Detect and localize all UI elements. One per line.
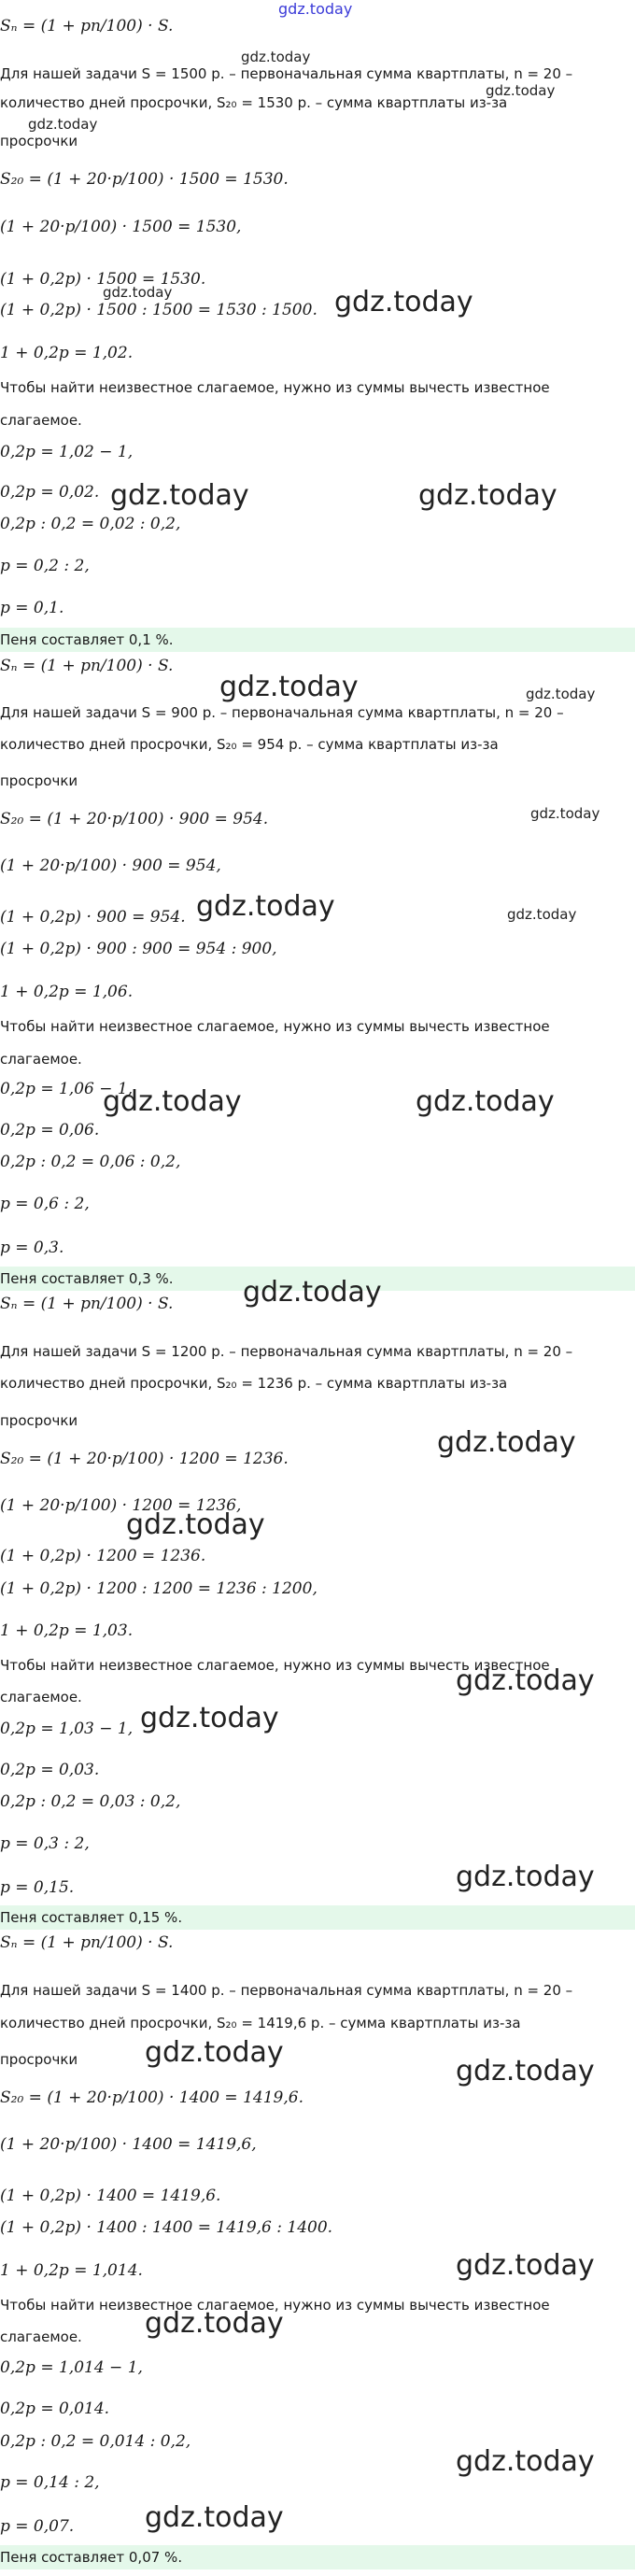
- rule-text: Чтобы найти неизвестное слагаемое, нужно из суммы вычесть известное: [0, 1657, 550, 1674]
- answer: Пеня составляет 0,3 %.: [0, 1267, 635, 1291]
- equation: 1 + 0,2p = 1,014.: [0, 2261, 143, 2280]
- equation: 0,2p = 0,02.: [0, 483, 100, 502]
- given-text: Для нашей задачи S = 1500 р. – первоначальная сумма квартплаты, n = 20 –: [0, 65, 573, 82]
- equation: 0,2p = 1,02 − 1,: [0, 443, 134, 461]
- given-text: количество дней просрочки, S₂₀ = 1530 р. – сумма квартплаты из-за: [0, 94, 508, 111]
- watermark: gdz.today: [416, 1085, 555, 1118]
- given-text: просрочки: [0, 133, 78, 149]
- answer: Пеня составляет 0,07 %.: [0, 2545, 635, 2569]
- answer: Пеня составляет 0,1 %.: [0, 628, 635, 652]
- equation: 0,2p = 0,03.: [0, 1761, 100, 1779]
- equation: (1 + 0,2p) · 1200 : 1200 = 1236 : 1200,: [0, 1579, 318, 1598]
- watermark: gdz.today: [140, 1702, 279, 1734]
- rule-text: слагаемое.: [0, 2328, 82, 2345]
- watermark: gdz.today: [241, 49, 311, 65]
- equation: (1 + 20·p/100) · 1500 = 1530,: [0, 218, 242, 236]
- rule-text: слагаемое.: [0, 1689, 82, 1706]
- equation: 1 + 0,2p = 1,06.: [0, 983, 134, 1001]
- equation: 0,2p = 0,06.: [0, 1121, 100, 1139]
- given-text: Для нашей задачи S = 1400 р. – первоначальная сумма квартплаты, n = 20 –: [0, 1982, 573, 1999]
- watermark: gdz.today: [418, 479, 557, 512]
- watermark: gdz.today: [530, 805, 600, 822]
- equation: 0,2p = 1,06 − 1,: [0, 1080, 134, 1098]
- given-text: количество дней просрочки, S₂₀ = 954 р. – сумма квартплаты из-за: [0, 736, 499, 753]
- formula: Sₙ = (1 + pn/100) · S.: [0, 1933, 174, 1952]
- equation: 0,2p : 0,2 = 0,03 : 0,2,: [0, 1792, 181, 1811]
- equation: (1 + 20·p/100) · 1400 = 1419,6,: [0, 2135, 257, 2154]
- watermark: gdz.today: [145, 2036, 284, 2069]
- given-text: просрочки: [0, 772, 78, 789]
- watermark: gdz.today: [507, 906, 577, 923]
- given-text: Для нашей задачи S = 1200 р. – первоначальная сумма квартплаты, n = 20 –: [0, 1343, 573, 1360]
- equation: (1 + 0,2p) · 1400 = 1419,6.: [0, 2187, 221, 2205]
- watermark: gdz.today: [334, 286, 473, 318]
- watermark: gdz.today: [28, 116, 98, 133]
- watermark: gdz.today: [145, 2501, 284, 2534]
- equation: S₂₀ = (1 + 20·p/100) · 1200 = 1236.: [0, 1450, 289, 1468]
- equation: 0,2p = 0,014.: [0, 2399, 110, 2418]
- equation: (1 + 0,2p) · 1500 : 1500 = 1530 : 1500.: [0, 301, 318, 319]
- rule-text: Чтобы найти неизвестное слагаемое, нужно из суммы вычесть известное: [0, 1018, 550, 1035]
- equation: 0,2p = 1,03 − 1,: [0, 1720, 134, 1738]
- equation: p = 0,1.: [0, 599, 64, 617]
- equation: p = 0,2 : 2,: [0, 557, 90, 575]
- rule-text: Чтобы найти неизвестное слагаемое, нужно из суммы вычесть известное: [0, 379, 550, 396]
- equation: (1 + 0,2p) · 1400 : 1400 = 1419,6 : 1400.: [0, 2218, 333, 2237]
- equation: (1 + 0,2p) · 900 = 954.: [0, 908, 186, 927]
- equation: p = 0,14 : 2,: [0, 2473, 100, 2492]
- equation: 1 + 0,2p = 1,03.: [0, 1621, 134, 1640]
- equation: 0,2p : 0,2 = 0,014 : 0,2,: [0, 2432, 191, 2451]
- equation: 1 + 0,2p = 1,02.: [0, 344, 134, 362]
- rule-text: Чтобы найти неизвестное слагаемое, нужно из суммы вычесть известное: [0, 2297, 550, 2314]
- watermark: gdz.today: [437, 1426, 576, 1459]
- watermark: gdz.today: [456, 1664, 595, 1697]
- given-text: Для нашей задачи S = 900 р. – первоначальная сумма квартплаты, n = 20 –: [0, 704, 564, 721]
- watermark: gdz.today: [103, 284, 173, 301]
- equation: S₂₀ = (1 + 20·p/100) · 1400 = 1419,6.: [0, 2088, 303, 2107]
- equation: p = 0,6 : 2,: [0, 1195, 90, 1213]
- rule-text: слагаемое.: [0, 412, 82, 429]
- equation: (1 + 20·p/100) · 1200 = 1236,: [0, 1496, 242, 1515]
- equation: (1 + 0,2p) · 1500 = 1530.: [0, 270, 206, 289]
- equation: S₂₀ = (1 + 20·p/100) · 900 = 954.: [0, 810, 269, 828]
- given-text: количество дней просрочки, S₂₀ = 1419,6 р. – сумма квартплаты из-за: [0, 2015, 521, 2031]
- watermark: gdz.today: [196, 890, 335, 923]
- watermark: gdz.today: [456, 2249, 595, 2282]
- equation: (1 + 20·p/100) · 900 = 954,: [0, 856, 221, 875]
- equation: (1 + 0,2p) · 1200 = 1236.: [0, 1547, 206, 1565]
- equation: 0,2p = 1,014 − 1,: [0, 2358, 143, 2377]
- watermark: gdz.today: [278, 0, 353, 18]
- watermark: gdz.today: [110, 479, 249, 512]
- equation: p = 0,07.: [0, 2517, 75, 2536]
- watermark: gdz.today: [103, 1085, 242, 1118]
- watermark: gdz.today: [126, 1508, 265, 1541]
- watermark: gdz.today: [145, 2307, 284, 2340]
- watermark: gdz.today: [456, 2055, 595, 2088]
- answer: Пеня составляет 0,15 %.: [0, 1905, 635, 1930]
- given-text: количество дней просрочки, S₂₀ = 1236 р. – сумма квартплаты из-за: [0, 1375, 508, 1392]
- equation: p = 0,3 : 2,: [0, 1834, 90, 1853]
- equation: S₂₀ = (1 + 20·p/100) · 1500 = 1530.: [0, 170, 289, 189]
- given-text: просрочки: [0, 1412, 78, 1429]
- equation: p = 0,3.: [0, 1238, 64, 1257]
- watermark: gdz.today: [219, 671, 359, 703]
- watermark: gdz.today: [456, 2445, 595, 2478]
- equation: p = 0,15.: [0, 1878, 75, 1897]
- equation: (1 + 0,2p) · 900 : 900 = 954 : 900,: [0, 940, 277, 958]
- given-text: просрочки: [0, 2051, 78, 2068]
- formula: Sₙ = (1 + pn/100) · S.: [0, 17, 174, 35]
- watermark: gdz.today: [526, 686, 596, 702]
- watermark: gdz.today: [243, 1276, 382, 1309]
- watermark: gdz.today: [456, 1861, 595, 1893]
- formula: Sₙ = (1 + pn/100) · S.: [0, 657, 174, 675]
- equation: 0,2p : 0,2 = 0,02 : 0,2,: [0, 515, 181, 533]
- watermark: gdz.today: [486, 82, 556, 99]
- equation: 0,2p : 0,2 = 0,06 : 0,2,: [0, 1153, 181, 1171]
- formula: Sₙ = (1 + pn/100) · S.: [0, 1295, 174, 1313]
- rule-text: слагаемое.: [0, 1051, 82, 1068]
